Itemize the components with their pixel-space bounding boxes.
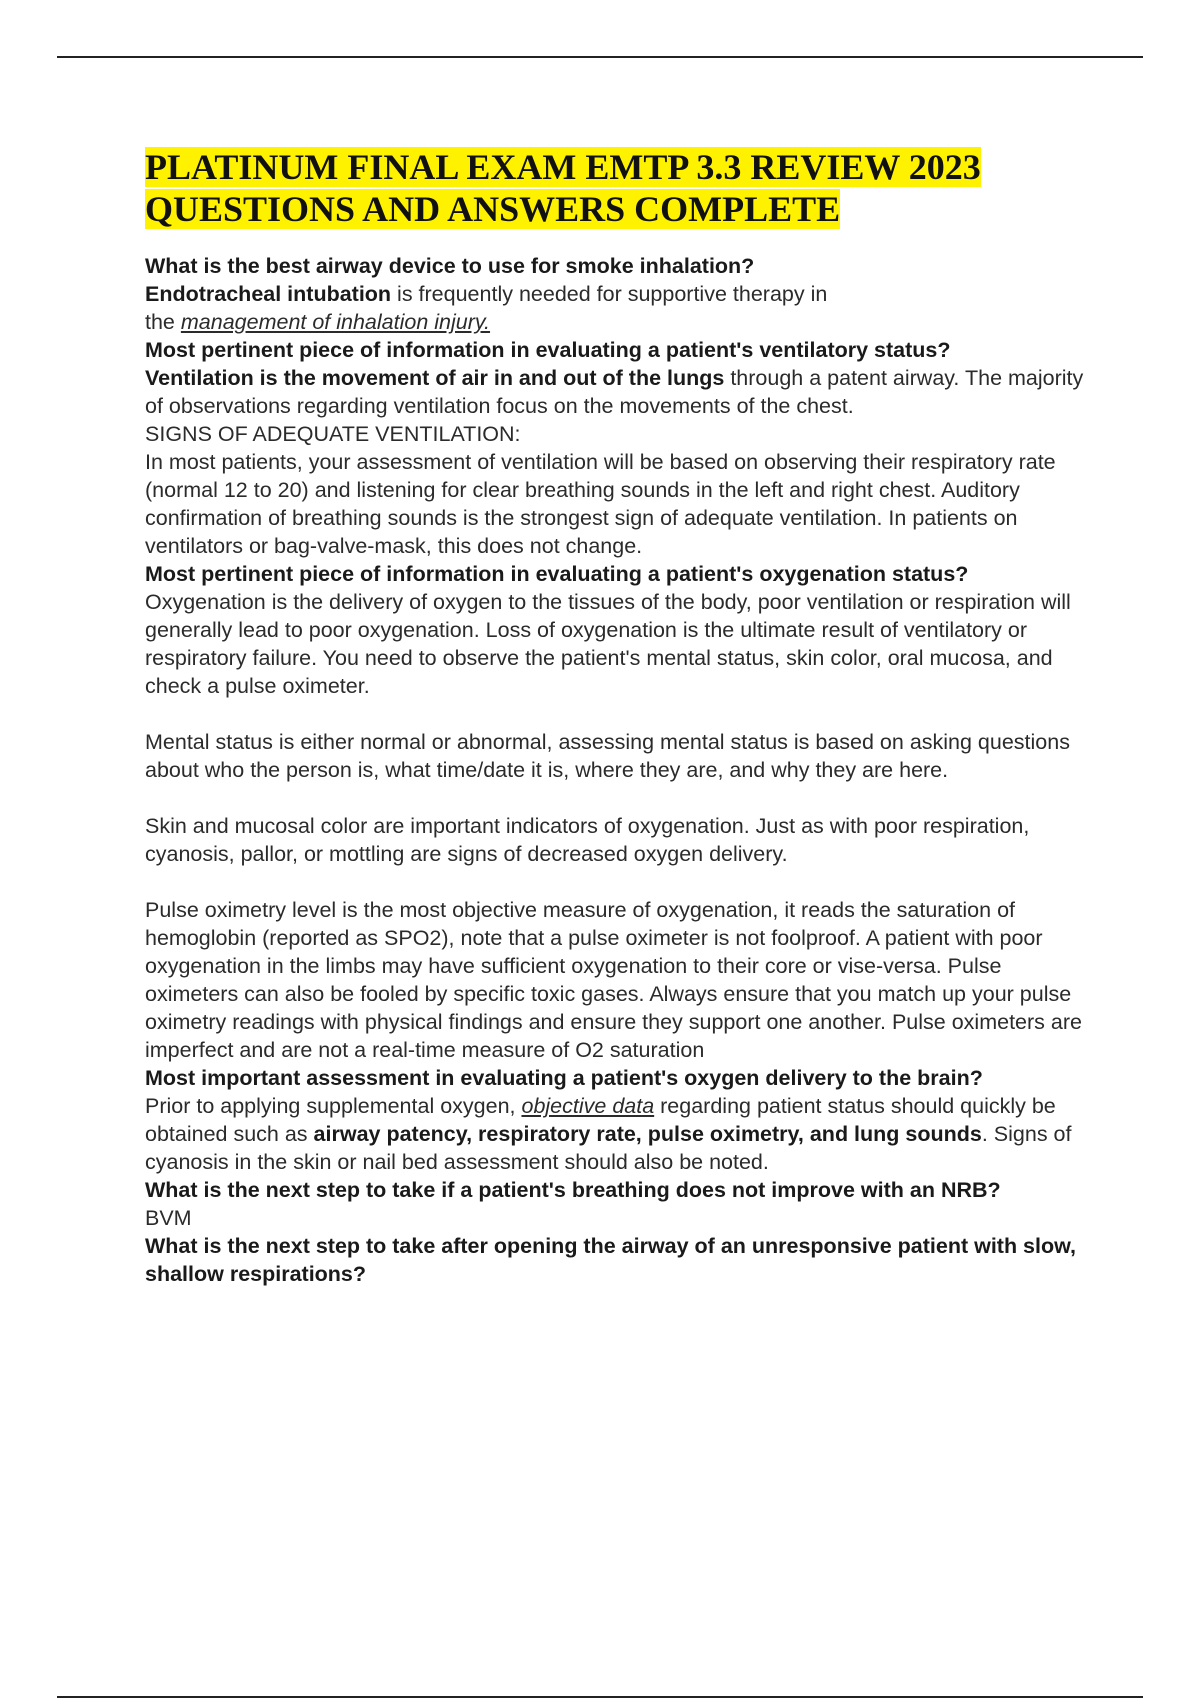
top-rule: [57, 56, 1143, 58]
paragraph-gap: [145, 784, 1090, 812]
qa-body: [145, 252, 1090, 1288]
document-content: [145, 146, 1090, 1288]
answer-3-p2: Mental status is either normal or abnormal, assessing mental status is based on asking questions about who the person is, what time/date it is, where they are, and why they are here.: [145, 730, 1070, 782]
title-line-1: PLATINUM FINAL EXAM EMTP 3.3 REVIEW 2023: [145, 147, 981, 187]
answer-3-p1: Oxygenation is the delivery of oxygen to the tissues of the body, poor ventilation or respiration will generally lead to poor oxygenation. Loss of oxygenation is the ultimate result of ventilatory or respiratory failure. You need to observe the patient's mental status, skin color, oral mucosa, and check a pulse oximeter.: [145, 590, 1071, 698]
answer-4-post: . Signs of cyanosis in the skin or nail bed assessment should also be noted.: [145, 1122, 1072, 1174]
answer-4: [145, 1092, 1090, 1176]
signs-text: In most patients, your assessment of ventilation will be based on observing their respiratory rate (normal 12 to 20) and listening for clear breathing sounds in the left and right chest. Auditory confirmation of breathing sounds is the strongest sign of adequate ventilation. In patients on ventilators or bag-valve-mask, this does not change.: [145, 450, 1056, 558]
answer-1-bold: Endotracheal intubation: [145, 282, 392, 306]
question-1: What is the best airway device to use for smoke inhalation?: [145, 254, 755, 278]
answer-4-bold: airway patency, respiratory rate, pulse oximetry, and lung sounds: [313, 1122, 982, 1146]
answer-1-line2: the: [145, 310, 181, 334]
question-3: Most pertinent piece of information in evaluating a patient's oxygenation status?: [145, 562, 969, 586]
answer-1-text: is frequently needed for supportive therapy in: [391, 282, 828, 306]
signs-heading: SIGNS OF ADEQUATE VENTILATION:: [145, 422, 521, 446]
question-2: Most pertinent piece of information in evaluating a patient's ventilatory status?: [145, 338, 951, 362]
objective-data-link[interactable]: objective data: [521, 1094, 655, 1118]
question-6: What is the next step to take after opening the airway of an unresponsive patient with slow, shallow respirations?: [145, 1234, 1077, 1286]
inhalation-injury-link[interactable]: management of inhalation injury.: [180, 310, 491, 334]
answer-5: BVM: [145, 1206, 192, 1230]
page-title: [145, 146, 1090, 230]
answer-4-pre: Prior to applying supplemental oxygen,: [145, 1094, 522, 1118]
question-5: What is the next step to take if a patient's breathing does not improve with an NRB?: [145, 1178, 1001, 1202]
paragraph-gap: [145, 700, 1090, 728]
title-line-2: QUESTIONS AND ANSWERS COMPLETE: [145, 189, 841, 229]
answer-2-text: through a patent airway. The majority of observations regarding ventilation focus on the movements of the chest.: [145, 366, 1084, 418]
answer-3-p3: Skin and mucosal color are important indicators of oxygenation. Just as with poor respiration, cyanosis, pallor, or mottling are signs of decreased oxygen delivery.: [145, 814, 1030, 866]
paragraph-gap: [145, 868, 1090, 896]
answer-4-mid: regarding patient status should quickly be obtained such as: [145, 1094, 1056, 1146]
answer-3-p4: Pulse oximetry level is the most objective measure of oxygenation, it reads the saturation of hemoglobin (reported as SPO2), note that a pulse oximeter is not foolproof. A patient with poor oxygenation in the limbs may have sufficient oxygenation to their core or vise-versa. Pulse oximeters can also be fooled by specific toxic gases. Always ensure that you match up your pulse oximetry readings with physical findings and ensure they support one another. Pulse oximeters are imperfect and are not a real-time measure of O2 saturation: [145, 898, 1082, 1062]
answer-1: [145, 280, 1090, 336]
answer-2: [145, 364, 1090, 420]
bottom-rule: [57, 1696, 1143, 1698]
question-4: Most important assessment in evaluating a patient's oxygen delivery to the brain?: [145, 1066, 983, 1090]
answer-2-bold: Ventilation is the movement of air in and out of the lungs: [145, 366, 725, 390]
